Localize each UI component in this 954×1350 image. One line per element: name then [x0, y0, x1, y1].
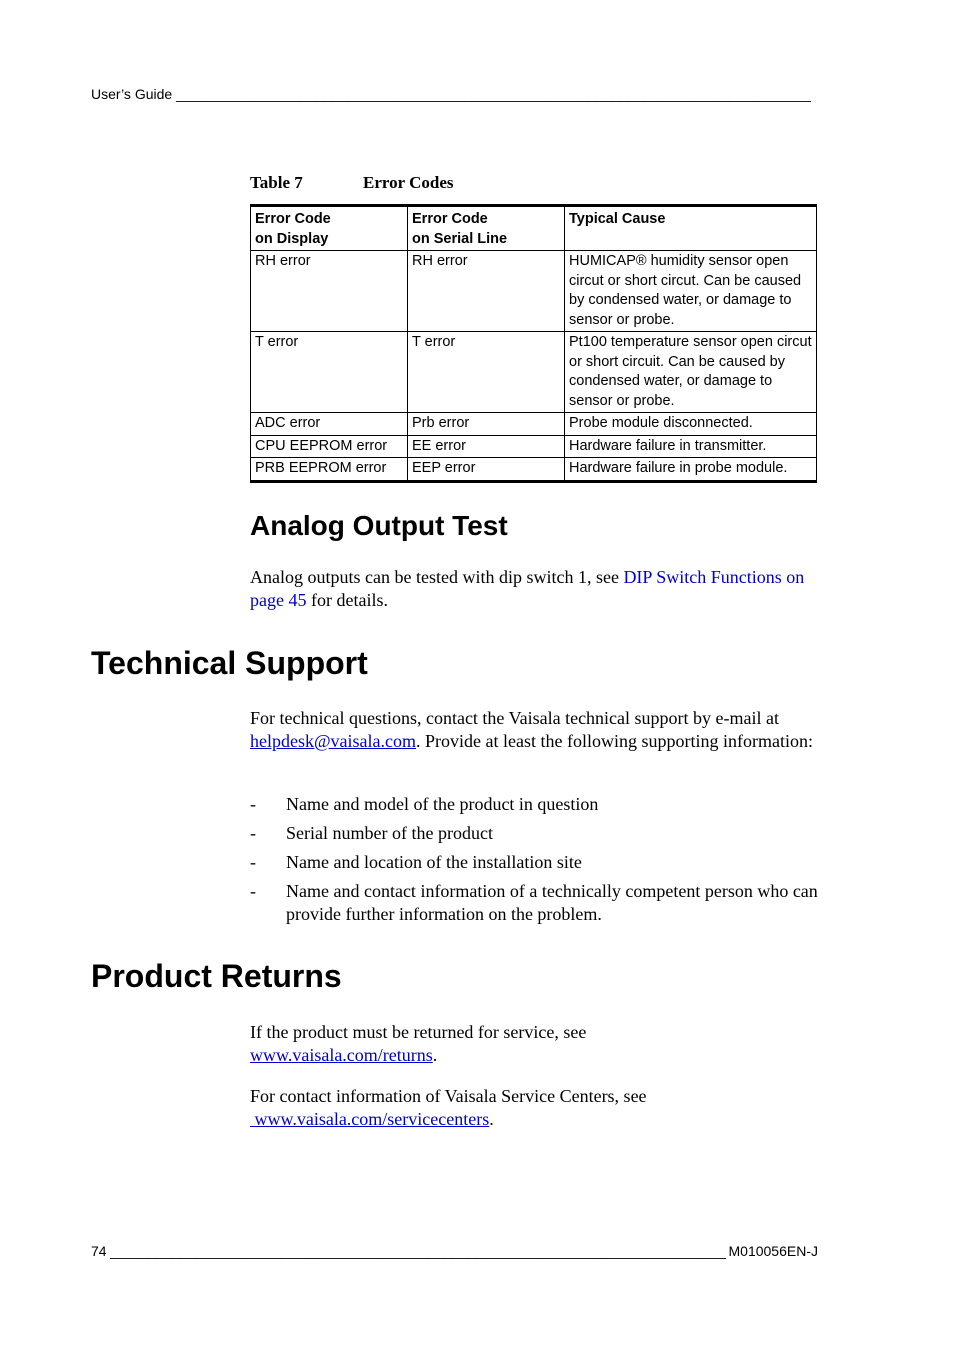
service-centers-link[interactable]: www.vaisala.com/servicecenters [250, 1108, 490, 1129]
cell-serial: Prb error [408, 413, 565, 436]
cell-serial: RH error [408, 251, 565, 332]
returns-paragraph: If the product must be returned for service, see www.vaisala.com/returns. [250, 1022, 587, 1065]
table-row [251, 435, 817, 458]
running-footer [91, 1243, 818, 1259]
cell-serial: EE error [408, 435, 565, 458]
cell-serial: EEP error [408, 458, 565, 482]
column-header-serial: Error Code on Serial Line [408, 206, 565, 251]
list-item: - Serial number of the product [250, 823, 493, 843]
table-number: Table 7 [250, 173, 303, 192]
table-caption [250, 173, 454, 193]
document-code: M010056EN-J [728, 1243, 818, 1259]
table-row [251, 251, 817, 332]
table-row [251, 413, 817, 436]
analog-output-paragraph: Analog outputs can be tested with dip switch 1, see DIP Switch Functions on page 45 for details. [250, 567, 805, 610]
cell-cause: Hardware failure in transmitter. [565, 435, 817, 458]
product-returns-heading: Product Returns [91, 958, 342, 994]
table-row [251, 458, 817, 482]
cell-cause: Pt100 temperature sensor open circut or short circuit. Can be caused by condensed water, or damage to sensor or probe. [565, 332, 817, 413]
footer-rule [110, 1243, 726, 1259]
helpdesk-email-link[interactable]: helpdesk@vaisala.com [250, 730, 417, 751]
list-item: - Name and location of the installation site [250, 852, 582, 872]
cell-display: T error [251, 332, 408, 413]
service-centers-paragraph: For contact information of Vaisala Service Centers, see www.vaisala.com/servicecenters. [250, 1086, 647, 1129]
table-header-row [251, 206, 817, 251]
cell-display: RH error [251, 251, 408, 332]
support-info-list [250, 793, 820, 932]
cell-display: PRB EEPROM error [251, 458, 408, 482]
column-header-display: Error Code on Display [251, 206, 408, 251]
list-item: - Name and contact information of a technically competent person who can provide further information on the problem. [250, 881, 818, 924]
cell-cause: Probe module disconnected. [565, 413, 817, 436]
column-header-cause: Typical Cause [565, 206, 817, 251]
guide-title: User’s Guide [91, 86, 173, 102]
error-codes-table [250, 204, 817, 483]
returns-link[interactable]: www.vaisala.com/returns [250, 1044, 433, 1065]
table-row [251, 332, 817, 413]
list-item: - Name and model of the product in question [250, 794, 599, 814]
dip-switch-link[interactable]: DIP Switch Functions on page 45 [250, 567, 805, 610]
cell-cause: HUMICAP® humidity sensor open circut or short circut. Can be caused by condensed water, or damage to sensor or probe. [565, 251, 817, 332]
page-number: 74 [91, 1243, 107, 1259]
cell-cause: Hardware failure in probe module. [565, 458, 817, 482]
analog-output-heading: Analog Output Test [250, 510, 508, 541]
running-header [91, 86, 811, 102]
technical-support-paragraph: For technical questions, contact the Vaisala technical support by e-mail at helpdesk@vaisala.com. Provide at least the following supporting information: [250, 708, 813, 751]
technical-support-heading: Technical Support [91, 645, 368, 681]
table-title: Error Codes [363, 173, 454, 192]
cell-display: CPU EEPROM error [251, 435, 408, 458]
cell-display: ADC error [251, 413, 408, 436]
cell-serial: T error [408, 332, 565, 413]
header-rule [176, 86, 811, 102]
